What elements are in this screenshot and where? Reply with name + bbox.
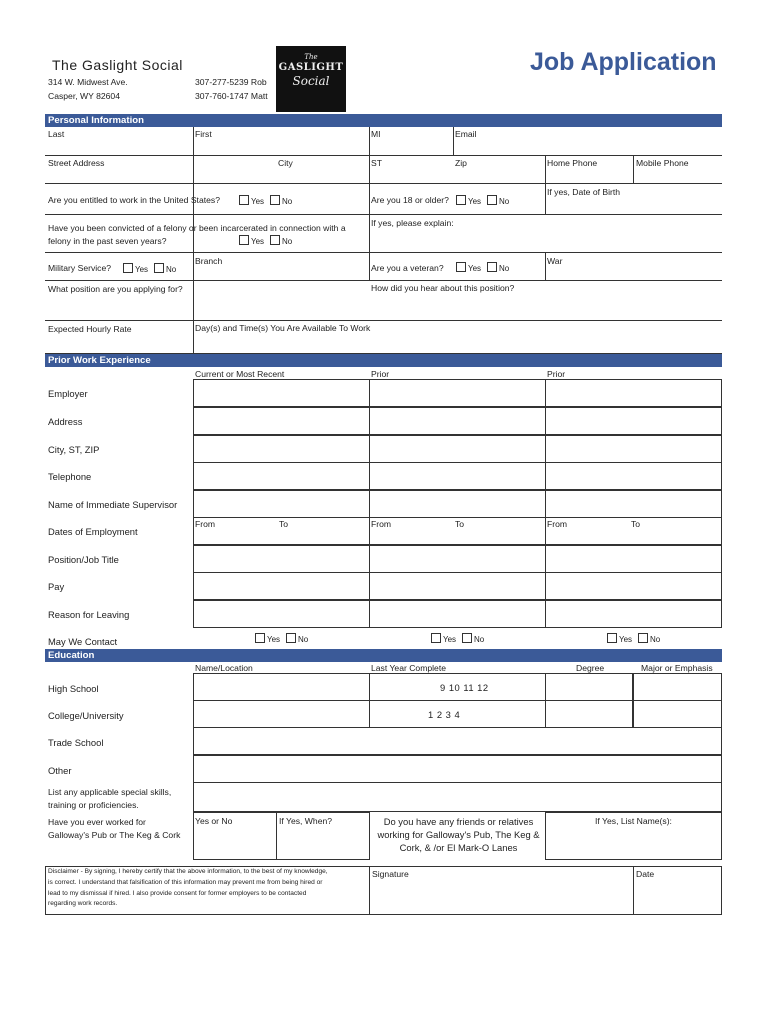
- education-field[interactable]: [193, 700, 370, 728]
- over-18-no-option[interactable]: No: [487, 195, 509, 206]
- skills-label-line1: List any applicable special skills,: [48, 787, 172, 797]
- checkbox[interactable]: [270, 235, 280, 245]
- email-label: Email: [455, 129, 477, 139]
- company-phone-1: 307-277-5239 Rob: [195, 77, 267, 87]
- from-label: From: [195, 519, 216, 529]
- work-field[interactable]: [545, 462, 722, 490]
- work-field[interactable]: [369, 600, 546, 628]
- work-field[interactable]: [545, 435, 722, 463]
- position-applying-label: What position are you applying for?: [48, 284, 183, 294]
- work-field[interactable]: [545, 379, 722, 407]
- work-row-label: Reason for Leaving: [48, 609, 130, 620]
- work-field[interactable]: [369, 545, 546, 573]
- work-field[interactable]: [193, 462, 370, 490]
- work-field[interactable]: [369, 379, 546, 407]
- last-name-label: Last: [48, 129, 65, 139]
- work-row-label: City, ST, ZIP: [48, 444, 100, 455]
- skills-field[interactable]: [193, 782, 722, 812]
- entitled-to-work-label: Are you entitled to work in the United States?: [48, 195, 220, 205]
- high-school-years[interactable]: 9 10 11 12: [440, 682, 489, 693]
- contact-yes-option[interactable]: Yes: [431, 633, 456, 644]
- worked-before-line2: Galloway's Pub or The Keg & Cork: [48, 830, 181, 840]
- military-no-option[interactable]: No: [154, 263, 176, 274]
- contact-no-option[interactable]: No: [462, 633, 484, 644]
- checkbox[interactable]: [154, 263, 164, 273]
- company-address-line2: Casper, WY 82604: [48, 91, 120, 101]
- over-18-label: Are you 18 or older?: [371, 195, 449, 205]
- company-name: The Gaslight Social: [52, 57, 183, 73]
- work-field[interactable]: [193, 572, 370, 600]
- work-field[interactable]: [193, 435, 370, 463]
- friends-question-line3: Cork, & /or El Mark-O Lanes: [399, 842, 518, 853]
- checkbox[interactable]: [270, 195, 280, 205]
- state-label: ST: [371, 158, 382, 168]
- checkbox[interactable]: [239, 235, 249, 245]
- checkbox[interactable]: [431, 633, 441, 643]
- contact-yes-option[interactable]: Yes: [255, 633, 280, 644]
- contact-no-option[interactable]: No: [638, 633, 660, 644]
- hourly-rate-label: Expected Hourly Rate: [48, 324, 132, 334]
- date-label: Date: [636, 869, 655, 879]
- education-row-label: Other: [48, 765, 72, 776]
- work-field[interactable]: [545, 407, 722, 435]
- checkbox[interactable]: [607, 633, 617, 643]
- checkbox[interactable]: [462, 633, 472, 643]
- home-phone-label: Home Phone: [547, 158, 598, 168]
- from-label: From: [547, 519, 568, 529]
- checkbox[interactable]: [286, 633, 296, 643]
- felony-question-line1: Have you been convicted of a felony or been incarcerated in connection with a: [48, 223, 346, 233]
- work-field[interactable]: [545, 572, 722, 600]
- work-field[interactable]: [545, 490, 722, 518]
- to-label: To: [279, 519, 289, 529]
- disclaimer-line2: is correct. I understand that falsification of this information may prevent me from being hired or: [48, 879, 323, 886]
- work-col-prior-1: Prior: [371, 369, 390, 379]
- first-name-label: First: [195, 129, 212, 139]
- friends-question-line1: Do you have any friends or relatives: [383, 816, 534, 827]
- checkbox[interactable]: [123, 263, 133, 273]
- checkbox[interactable]: [255, 633, 265, 643]
- work-field[interactable]: [193, 407, 370, 435]
- work-col-prior-2: Prior: [547, 369, 566, 379]
- work-field[interactable]: [369, 490, 546, 518]
- checkbox[interactable]: [456, 262, 466, 272]
- work-field[interactable]: [193, 379, 370, 407]
- over-18-yes-option[interactable]: Yes: [456, 195, 481, 206]
- branch-label: Branch: [195, 256, 223, 266]
- date-of-birth-label: If yes, Date of Birth: [547, 187, 621, 197]
- education-field[interactable]: [193, 755, 722, 783]
- yes-or-no-label: Yes or No: [195, 816, 233, 826]
- work-field[interactable]: [545, 600, 722, 628]
- work-field[interactable]: [193, 545, 370, 573]
- veteran-no-option[interactable]: No: [487, 262, 509, 273]
- work-field[interactable]: [369, 462, 546, 490]
- edu-col-last-year: Last Year Complete: [371, 663, 447, 673]
- work-field[interactable]: [193, 600, 370, 628]
- disclaimer-line4: regarding work records.: [48, 900, 118, 907]
- city-label: City: [278, 158, 293, 168]
- work-row-label: Pay: [48, 581, 65, 592]
- to-label: To: [631, 519, 641, 529]
- checkbox[interactable]: [239, 195, 249, 205]
- company-address-line1: 314 W. Midwest Ave.: [48, 77, 128, 87]
- education-row-label: Trade School: [48, 737, 104, 748]
- education-field[interactable]: [193, 727, 722, 755]
- education-field[interactable]: [633, 673, 722, 701]
- education-field[interactable]: [633, 700, 722, 728]
- work-row-label: Address: [48, 416, 83, 427]
- gaslight-logo: The GASLIGHT Social: [276, 46, 346, 112]
- mobile-phone-label: Mobile Phone: [636, 158, 689, 168]
- work-row-label: Name of Immediate Supervisor: [48, 499, 178, 510]
- work-field[interactable]: [193, 490, 370, 518]
- work-row-label: Position/Job Title: [48, 554, 119, 565]
- page-title: Job Application: [530, 48, 717, 76]
- edu-col-name-location: Name/Location: [195, 663, 253, 673]
- checkbox[interactable]: [487, 262, 497, 272]
- section-header-work: Prior Work Experience: [45, 354, 722, 367]
- company-phone-2: 307-760-1747 Matt: [195, 91, 268, 101]
- list-names-label: If Yes, List Name(s):: [595, 816, 672, 826]
- how-heard-label: How did you hear about this position?: [371, 283, 515, 293]
- work-row-label: Dates of Employment: [48, 526, 138, 537]
- edu-col-major: Major or Emphasis: [641, 663, 713, 673]
- from-label: From: [371, 519, 392, 529]
- education-field[interactable]: [545, 673, 633, 701]
- signature-label: Signature: [372, 869, 409, 879]
- work-field[interactable]: [369, 407, 546, 435]
- if-yes-when-label: If Yes, When?: [279, 816, 333, 826]
- explain-label: If yes, please explain:: [371, 218, 454, 228]
- felony-no-option[interactable]: No: [270, 235, 292, 246]
- work-col-current: Current or Most Recent: [195, 369, 285, 379]
- work-field[interactable]: [369, 572, 546, 600]
- worked-before-line1: Have you ever worked for: [48, 817, 146, 827]
- education-field[interactable]: [193, 673, 370, 701]
- work-row-label: May We Contact: [48, 636, 118, 647]
- disclaimer-line1: Disclaimer - By signing, I hereby certify that the above information, to the best of my knowledge,: [48, 868, 328, 875]
- checkbox[interactable]: [487, 195, 497, 205]
- war-label: War: [547, 256, 563, 266]
- disclaimer-line3: lead to my dismissal if hired. I also provide consent for former employers to be contacted: [48, 890, 307, 897]
- section-header-personal: Personal Information: [45, 114, 722, 127]
- friends-question-line2: working for Galloway's Pub, The Keg &: [377, 829, 540, 840]
- education-field[interactable]: [545, 700, 633, 728]
- availability-label: Day(s) and Time(s) You Are Available To Work: [195, 323, 371, 333]
- entitled-yes-option[interactable]: Yes: [239, 195, 264, 206]
- work-row-label: Telephone: [48, 471, 92, 482]
- military-service-label: Military Service?: [48, 263, 112, 273]
- to-label: To: [455, 519, 465, 529]
- military-yes-option[interactable]: Yes: [123, 263, 148, 274]
- skills-label-line2: training or proficiencies.: [48, 800, 139, 810]
- street-address-label: Street Address: [48, 158, 105, 168]
- veteran-label: Are you a veteran?: [371, 263, 444, 273]
- mi-label: MI: [371, 129, 381, 139]
- college-years[interactable]: 1 2 3 4: [428, 709, 461, 720]
- contact-yes-option[interactable]: Yes: [607, 633, 632, 644]
- zip-label: Zip: [455, 158, 467, 168]
- education-row-label: High School: [48, 683, 99, 694]
- edu-col-degree: Degree: [576, 663, 605, 673]
- contact-no-option[interactable]: No: [286, 633, 308, 644]
- entitled-no-option[interactable]: No: [270, 195, 292, 206]
- section-header-education: Education: [45, 649, 722, 662]
- veteran-yes-option[interactable]: Yes: [456, 262, 481, 273]
- education-row-label: College/University: [48, 710, 124, 721]
- work-row-label: Employer: [48, 388, 88, 399]
- checkbox[interactable]: [456, 195, 466, 205]
- felony-question-line2: felony in the past seven years?: [48, 236, 167, 246]
- felony-yes-option[interactable]: Yes: [239, 235, 264, 246]
- work-field[interactable]: [545, 545, 722, 573]
- work-field[interactable]: [369, 435, 546, 463]
- checkbox[interactable]: [638, 633, 648, 643]
